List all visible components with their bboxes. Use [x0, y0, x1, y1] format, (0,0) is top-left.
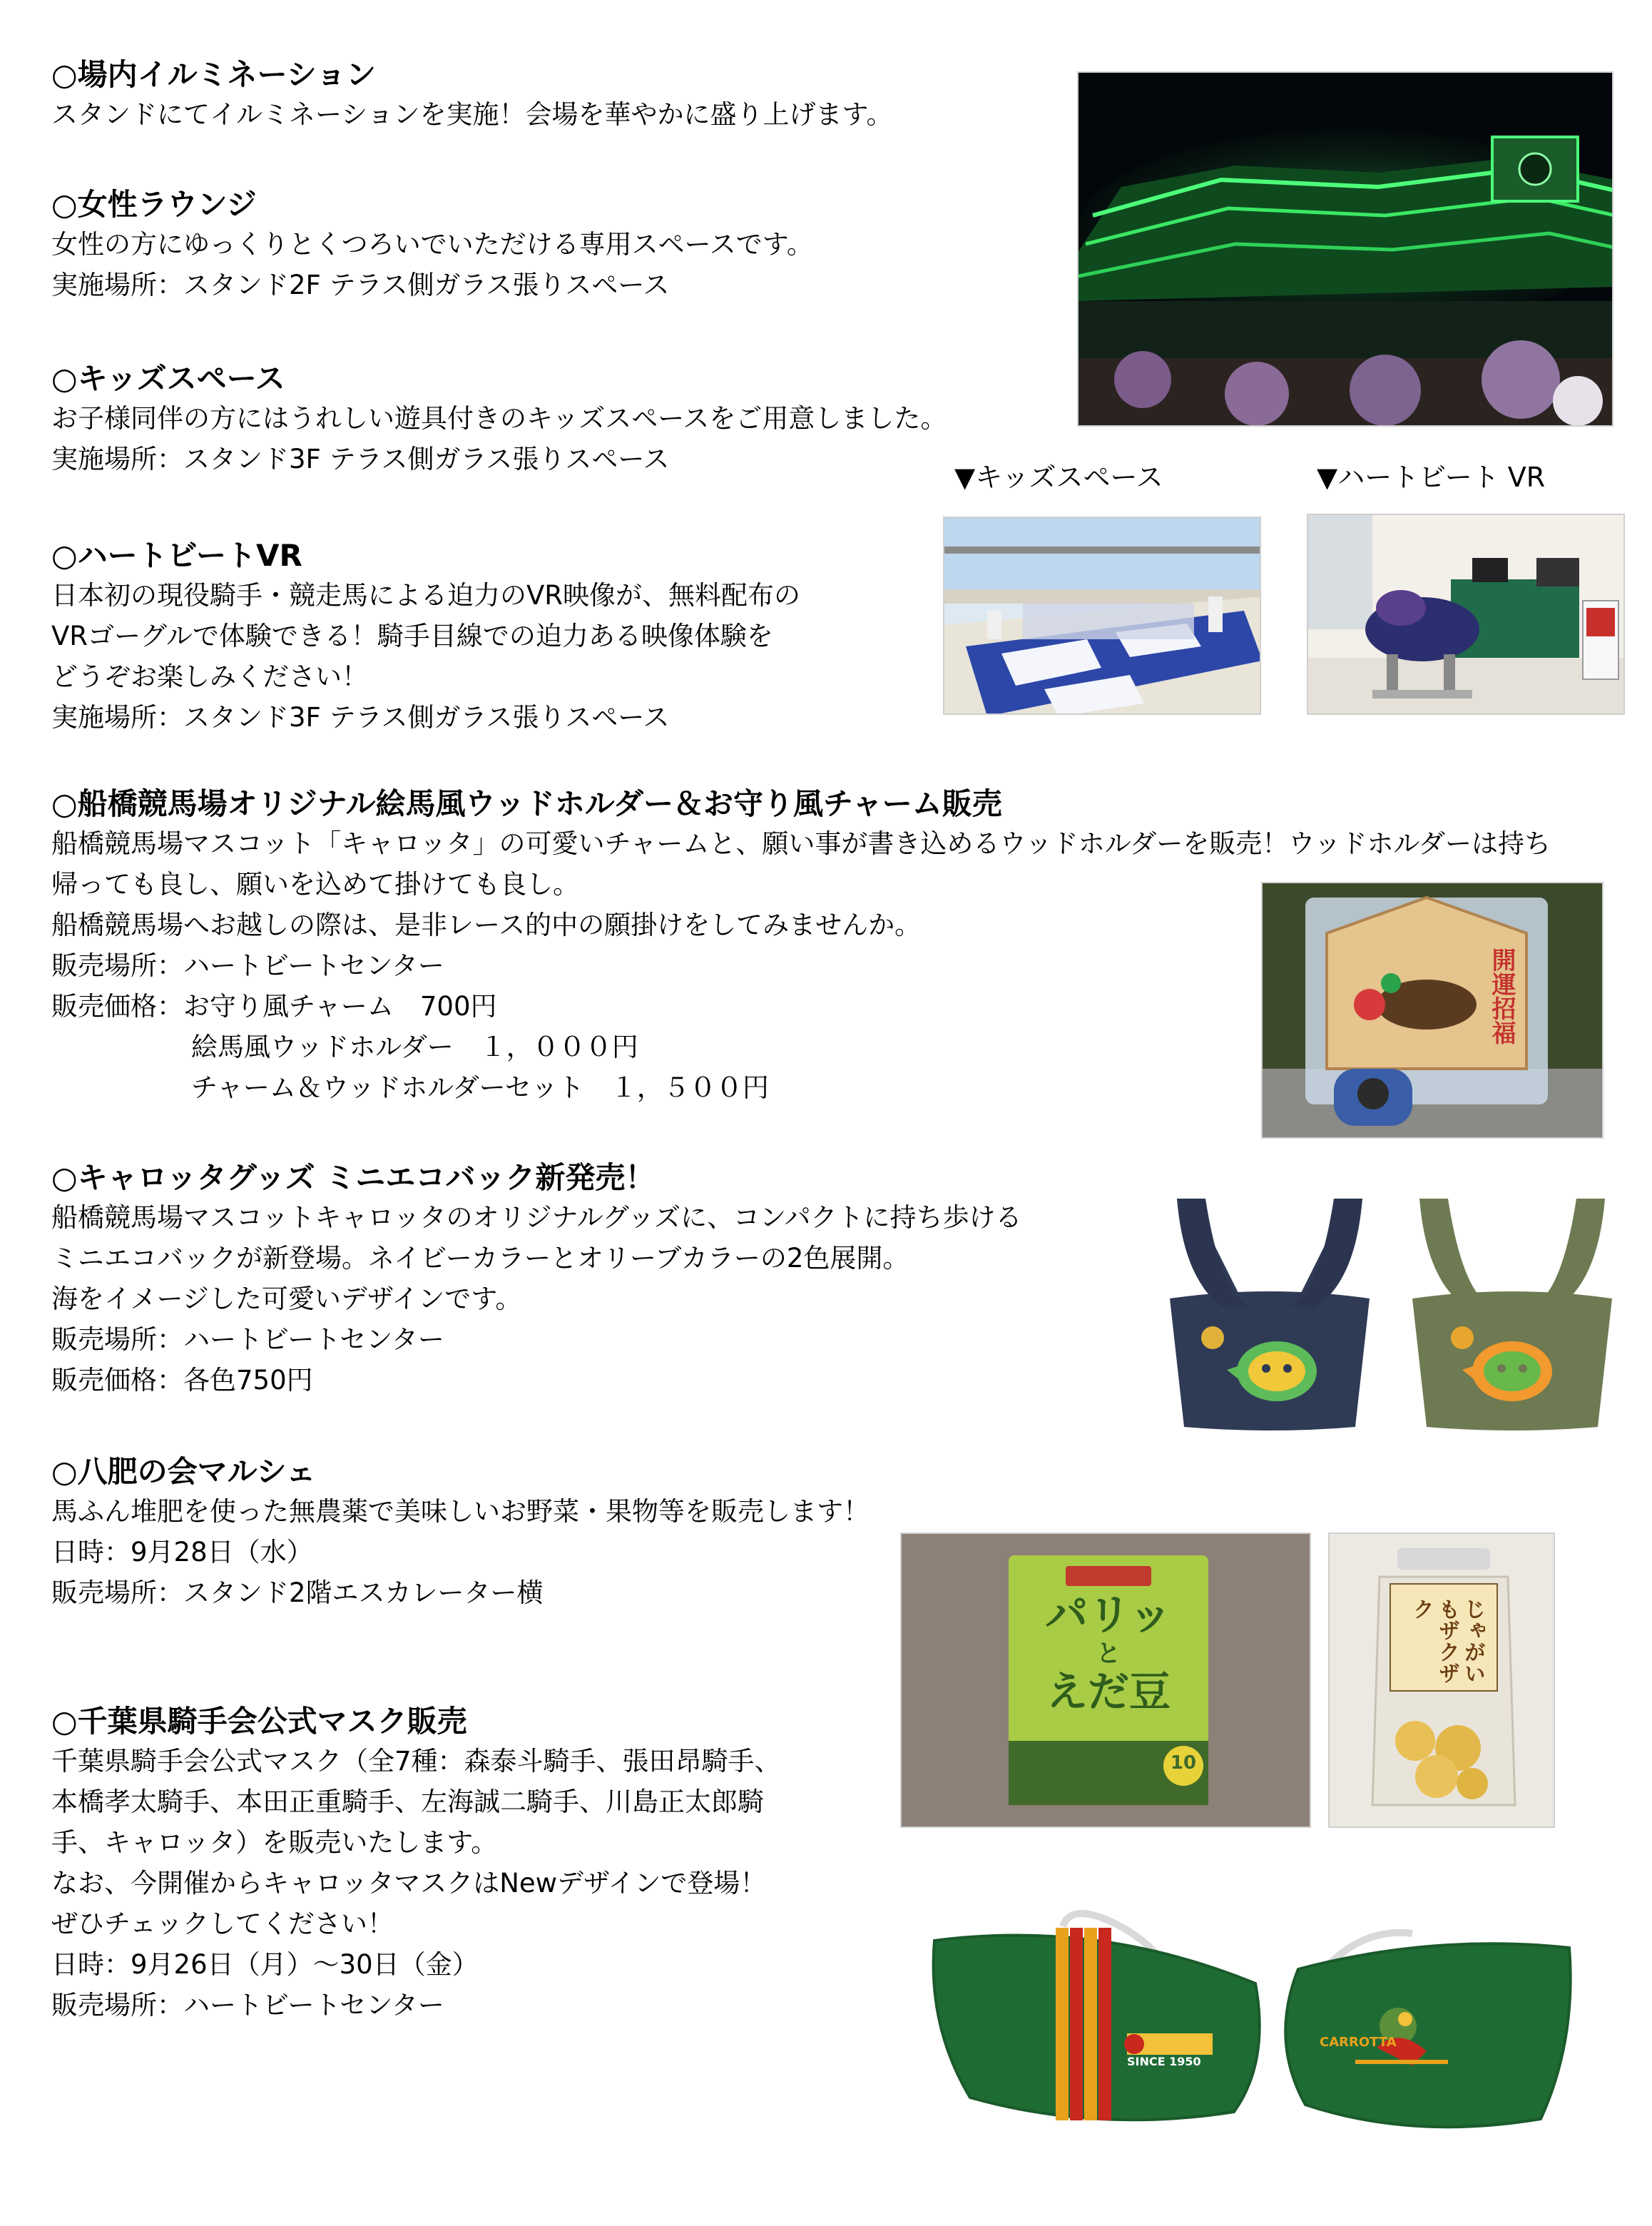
body-line: 馬ふん堆肥を使った無農薬で美味しいお野菜・果物等を販売します！ [51, 1496, 870, 1527]
body-line: どうぞお楽しみください！ [51, 661, 368, 692]
vr-image [1308, 515, 1625, 715]
edamame-line3: えだ豆 [1046, 1667, 1171, 1716]
edamame-badge: 10 [1170, 1752, 1197, 1774]
mask-right-image [1270, 1912, 1584, 2148]
vr-caption: ▼ハートビート VR [1317, 462, 1546, 493]
body-line: 販売場所：ハートビートセンター [51, 1324, 444, 1355]
price-line: 絵馬風ウッドホルダー １，０００円 [191, 1032, 638, 1062]
body-line: 実施場所：スタンド3F テラス側ガラス張りスペース [51, 444, 670, 474]
potato-package-text: じゃがいもザクザク [1409, 1598, 1485, 1684]
body-line: 船橋競馬場マスコット「キャロッタ」の可愛いチャームと、願い事が書き込めるウッドホルダーを販売！ウッドホルダーは持ち [51, 828, 1551, 859]
edamame-line2: と [1096, 1640, 1121, 1668]
wood-holder-photo [1261, 882, 1603, 1139]
section-heading: ○キャロッタグッズ ミニエコバック新発売！ [51, 1160, 656, 1195]
section-heading: ○千葉県騎手会公式マスク販売 [51, 1704, 467, 1739]
body-line: ぜひチェックしてください！ [51, 1909, 394, 1939]
heartbeat-vr-section [51, 537, 800, 738]
mask-section [51, 1702, 781, 2026]
wood-holder-image [1263, 883, 1603, 1139]
potato-photo [1328, 1533, 1555, 1828]
kids-space-section [51, 360, 947, 479]
body-line: 日時：9月28日（水） [51, 1537, 313, 1567]
kids-caption: ▼キッズスペース [954, 462, 1163, 493]
section-heading: ○女性ラウンジ [51, 187, 257, 222]
body-line: 船橋競馬場へお越しの際は、是非レース的中の願掛けをしてみませんか。 [51, 910, 922, 940]
body-line: 女性の方にゆっくりとくつろいでいただける専用スペースです。 [51, 229, 813, 260]
body-line: 千葉県騎手会公式マスク（全7種：森泰斗騎手、張田昂騎手、 [51, 1746, 781, 1777]
mask-right-logo-text: CARROTTA [1320, 2035, 1397, 2050]
edamame-line1: パリッ [1045, 1590, 1172, 1640]
mask-left-image [920, 1898, 1277, 2133]
body-line: 販売場所：ハートビートセンター [51, 1990, 444, 2021]
section-heading: ○キッズスペース [51, 361, 285, 396]
body-line: 販売場所：ハートビートセンター [51, 950, 444, 981]
kids-space-photo [943, 517, 1261, 715]
body-line: 実施場所：スタンド2F テラス側ガラス張りスペース [51, 270, 670, 300]
body-line: 海をイメージした可愛いデザインです。 [51, 1284, 522, 1314]
body-line: ミニエコバックが新登場。ネイビーカラーとオリーブカラーの2色展開。 [51, 1243, 909, 1274]
kids-space-image [944, 518, 1261, 715]
body-line: 本橋孝太騎手、本田正重騎手、左海誠二騎手、川島正太郎騎 [51, 1787, 764, 1817]
navy-bag-image [1163, 1184, 1377, 1434]
olive-bag-image [1405, 1184, 1619, 1434]
section-heading: ○船橋競馬場オリジナル絵馬風ウッドホルダー＆お守り風チャーム販売 [51, 786, 1002, 821]
section-heading: ○場内イルミネーション [51, 57, 376, 92]
body-line: 販売場所：スタンド2階エスカレーター横 [51, 1577, 544, 1608]
section-heading: ○八肥の会マルシェ [51, 1454, 316, 1489]
heartbeat-vr-photo [1307, 514, 1625, 715]
mask-left-logo-text: SINCE 1950 [1127, 2055, 1201, 2068]
section-heading: ○ハートビートVR [51, 538, 302, 573]
price-line: チャーム＆ウッドホルダーセット １，５００円 [191, 1072, 769, 1103]
illumination-photo [1077, 71, 1613, 427]
edamame-package-text [1009, 1591, 1208, 1715]
body-line: 日本初の現役騎手・競走馬による迫力のVR映像が、無料配布の [51, 580, 801, 611]
body-line: 帰っても良し、願いを込めて掛けても良し。 [51, 869, 579, 900]
body-line: 実施場所：スタンド3F テラス側ガラス張りスペース [51, 702, 670, 733]
body-line: スタンドにてイルミネーションを実施！会場を華やかに盛り上げます。 [51, 99, 893, 130]
body-line: 船橋競馬場マスコットキャロッタのオリジナルグッズに、コンパクトに持ち歩ける [51, 1202, 1022, 1233]
body-line: 販売価格：お守り風チャーム 700円 [51, 991, 497, 1022]
illumination-image [1079, 73, 1613, 427]
ema-text: 開運招福 [1487, 947, 1516, 1045]
body-line: 販売価格：各色750円 [51, 1365, 313, 1396]
illumination-section [51, 56, 893, 135]
eco-bag-section [51, 1159, 1022, 1401]
womens-lounge-section [51, 186, 813, 305]
marche-section [51, 1453, 870, 1613]
body-line: 日時：9月26日（月）～30日（金） [51, 1949, 479, 1980]
body-line: なお、今開催からキャロッタマスクはNewデザインで登場！ [51, 1868, 767, 1899]
body-line: 手、キャロッタ）を販売いたします。 [51, 1827, 498, 1858]
edamame-photo [900, 1533, 1311, 1828]
body-line: お子様同伴の方にはうれしい遊具付きのキッズスペースをご用意しました。 [51, 403, 947, 434]
body-line: VRゴーグルで体験できる！騎手目線での迫力ある映像体験を [51, 621, 773, 651]
